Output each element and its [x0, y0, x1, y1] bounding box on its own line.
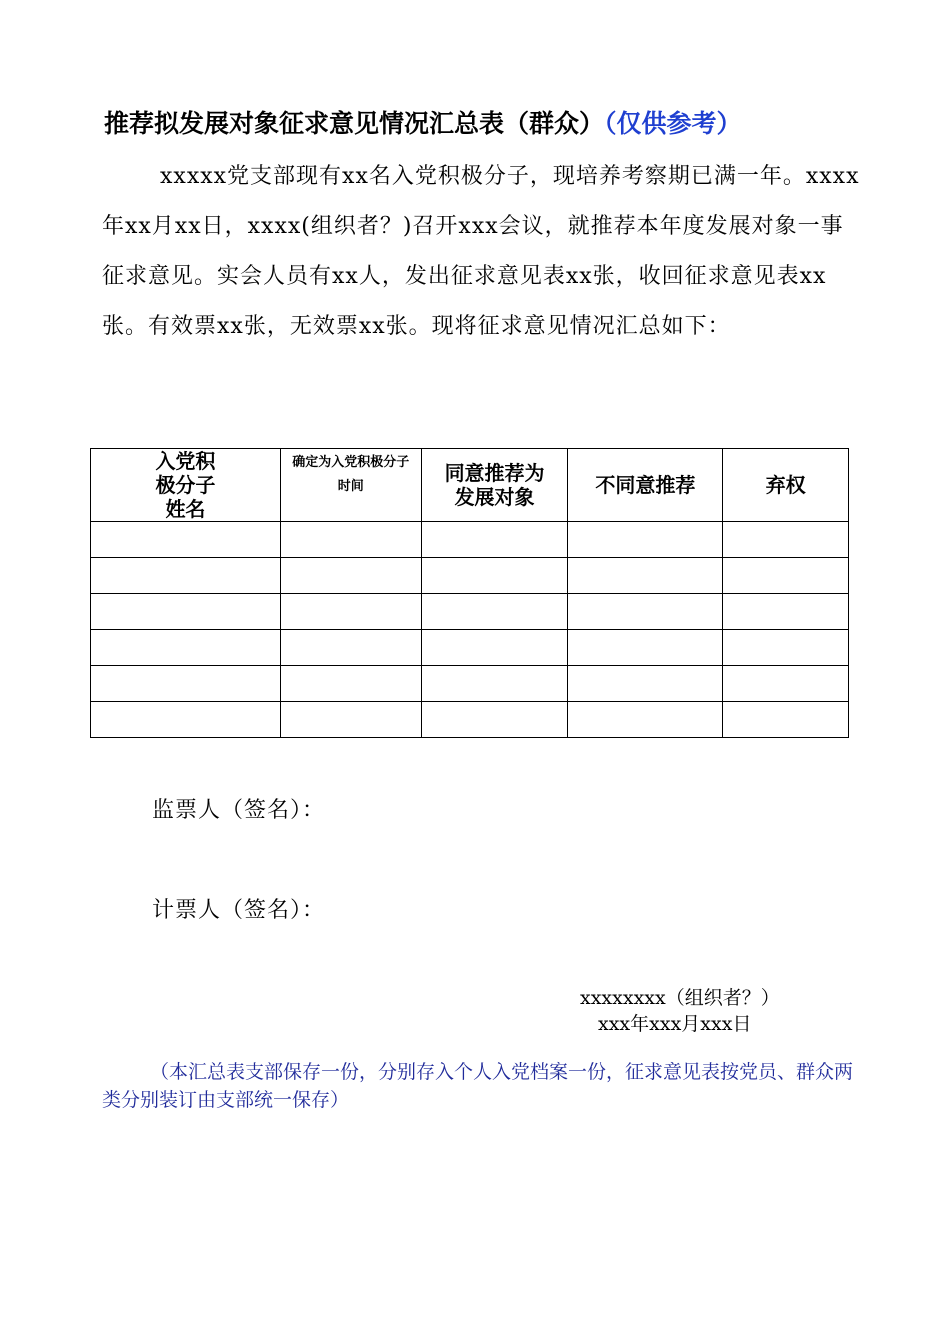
table-cell: [280, 558, 421, 594]
table-cell: [280, 522, 421, 558]
title-main: 推荐拟发展对象征求意见情况汇总表（群众）: [104, 109, 605, 138]
header-disagree: 不同意推荐: [568, 449, 723, 522]
table-cell: [91, 522, 281, 558]
table-cell: [568, 594, 723, 630]
organization-name: xxxxxxxx（组织者？）: [580, 987, 780, 1009]
header-activist-date: 确定为入党积极分子时间: [280, 449, 421, 522]
table-cell: [723, 702, 849, 738]
table-cell: [568, 522, 723, 558]
table-row: [91, 594, 849, 630]
document-date: xxx年xxx月xxx日: [598, 1013, 752, 1035]
opinion-summary-table: [90, 448, 849, 738]
counter-signature-label: 计票人（签名）：: [152, 898, 326, 923]
table-cell: [723, 522, 849, 558]
table-header-row: [91, 449, 849, 522]
table-cell: [280, 594, 421, 630]
table-row: [91, 630, 849, 666]
title-reference-note: （仅供参考）: [604, 109, 742, 138]
table-cell: [421, 666, 568, 702]
table-cell: [91, 630, 281, 666]
table-cell: [280, 666, 421, 702]
table-row: [91, 666, 849, 702]
table-cell: [421, 522, 568, 558]
table-cell: [568, 702, 723, 738]
document-title: [104, 104, 904, 144]
header-agree: 同意推荐为发展对象: [421, 449, 568, 522]
table-cell: [91, 666, 281, 702]
table-cell: [421, 594, 568, 630]
table-cell: [280, 630, 421, 666]
monitor-signature-label: 监票人（签名）：: [152, 798, 326, 823]
table-cell: [568, 558, 723, 594]
table-cell: [421, 702, 568, 738]
table-row: [91, 522, 849, 558]
intro-paragraph: [102, 152, 862, 352]
table-cell: [421, 558, 568, 594]
storage-footnote: [102, 1058, 862, 1114]
table-cell: [421, 630, 568, 666]
table-cell: [723, 666, 849, 702]
table-cell: [91, 594, 281, 630]
table-row: [91, 702, 849, 738]
header-activist-name: 入党积极分子姓名: [91, 449, 281, 522]
table-cell: [568, 630, 723, 666]
table-cell: [723, 630, 849, 666]
table-cell: [723, 594, 849, 630]
footnote-text: （本汇总表支部保存一份，分别存入个人入党档案一份，征求意见表按党员、群众两类分别装订由支部统一保存）: [102, 1061, 854, 1111]
table-row: [91, 558, 849, 594]
table-cell: [91, 558, 281, 594]
table-cell: [280, 702, 421, 738]
table-cell: [568, 666, 723, 702]
table-cell: [91, 702, 281, 738]
table-cell: [723, 558, 849, 594]
intro-text: xxxxx党支部现有xx名入党积极分子，现培养考察期已满一年。xxxx年xx月xx日，xxxx(组织者？)召开xxx会议，就推荐本年度发展对象一事征求意见。实会人员有xx人，发出征求意见表xx张，收回征求意见表xx张。有效票xx张，无效票xx张。现将征求意见情况汇总如下：: [102, 164, 860, 339]
header-abstain: 弃权: [723, 449, 849, 522]
